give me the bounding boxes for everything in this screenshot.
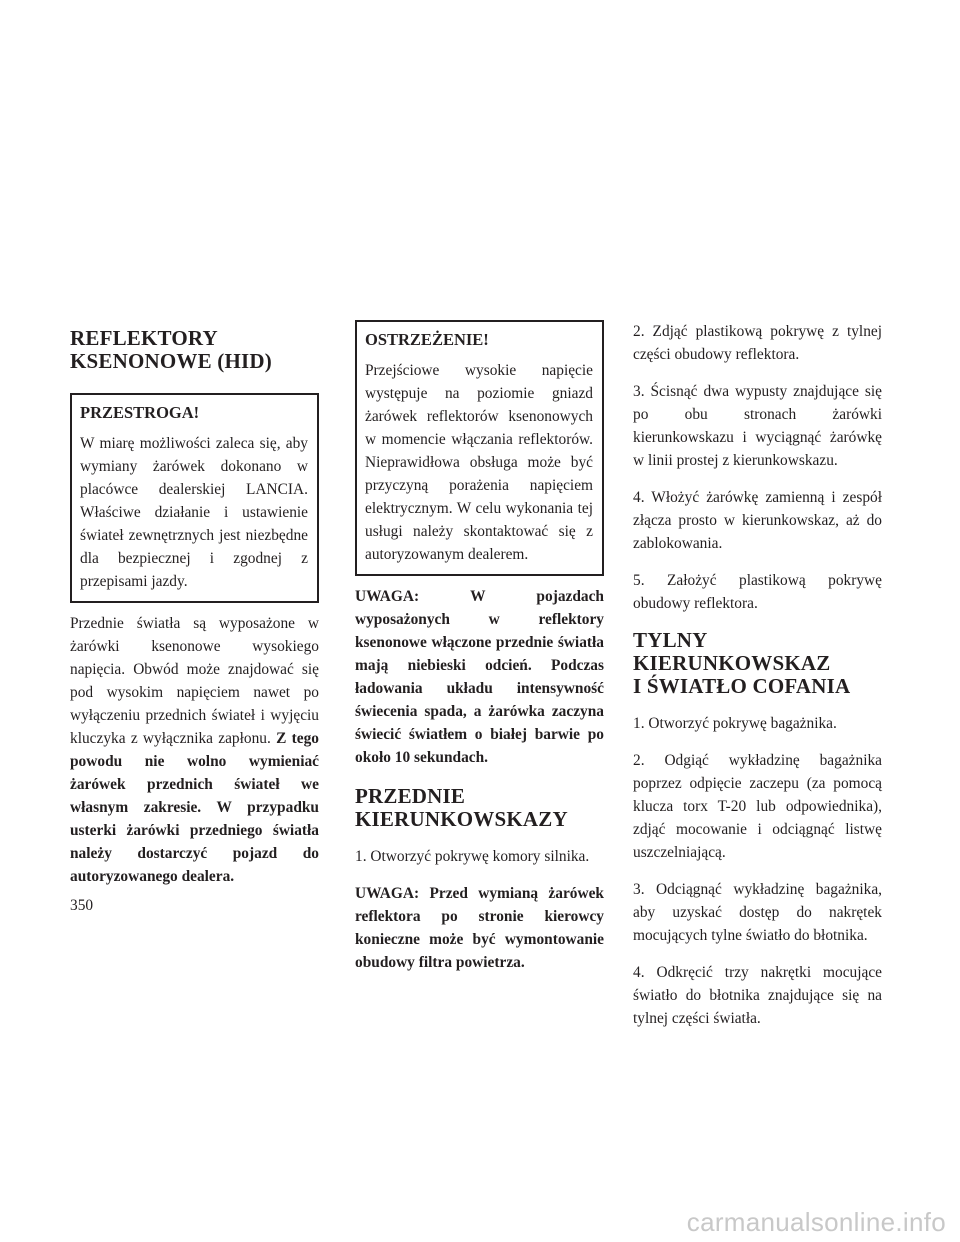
- section-heading-rear-indicator: [633, 629, 882, 698]
- heading-line: I ŚWIATŁO COFANIA: [633, 674, 851, 698]
- caution-title: PRZESTROGA!: [80, 403, 200, 422]
- body-paragraph: [70, 612, 319, 888]
- body-bold-text: Z tego powodu nie wolno wymieniać żarówek przednich świateł we własnym zakresie. W przypadku usterki żarówki przedniego światła należy dostarczyć pojazd do autoryzowanego dealera.: [70, 730, 319, 885]
- heading-line: REFLEKTORY: [70, 326, 218, 350]
- step-paragraph: 3. Ścisnąć dwa wypusty znajdujące się po obu stronach żarówki kierunkowskazu i wyciągnąć żarówkę w linii prostej z kierunkowskazu.: [633, 383, 882, 469]
- note-paragraph: UWAGA: W pojazdach wyposażonych w reflektory ksenonowe włączone przednie światła mają niebieski odcień. Podczas ładowania układu intensywność świecenia spada, a żarówka zaczyna świecić światłem o białej barwie po około 10 sekundach.: [355, 588, 604, 766]
- step-paragraph: 5. Założyć plastikową pokrywę obudowy reflektora.: [633, 572, 882, 612]
- body-text: Przednie światła są wyposażone w żarówki ksenonowe wysokiego napięcia. Obwód może znajdować się pod wysokim napięciem nawet po wyłączeniu przednich świateł i wyjęciu kluczyka z wyłącznika zapłonu.: [70, 615, 319, 747]
- step-paragraph: 2. Zdjąć plastikową pokrywę z tylnej części obudowy reflektora.: [633, 323, 882, 363]
- note-paragraph: UWAGA: Przed wymianą żarówek reflektora po stronie kierowcy konieczne może być wymontowanie obudowy filtra powietrza.: [355, 885, 604, 971]
- warning-title: OSTRZEŻENIE!: [365, 330, 489, 349]
- page-number: 350: [70, 897, 94, 914]
- heading-line: PRZEDNIE: [355, 784, 466, 808]
- middle-column: [355, 320, 604, 988]
- step-paragraph: 4. Włożyć żarówkę zamienną i zespół złącza prosto w kierunkowskaz, aż do zablokowania.: [633, 489, 882, 552]
- heading-line: TYLNY KIERUNKOWSKAZ: [633, 628, 831, 675]
- step-paragraph: 1. Otworzyć pokrywę bagażnika.: [633, 715, 837, 732]
- step-paragraph: 1. Otworzyć pokrywę komory silnika.: [355, 848, 590, 865]
- caution-box: [70, 393, 319, 603]
- warning-text: Przejściowe wysokie napięcie występuje na poziomie gniazd żarówek reflektorów ksenonowych w momencie włączania reflektorów. Nieprawidłowa obsługa może być przyczyną porażenia napięciem elektrycznym. W celu wykonania tej usługi należy skontaktować się z autoryzowanym dealerem.: [365, 362, 593, 563]
- step-paragraph: 4. Odkręcić trzy nakrętki mocujące światło do błotnika znajdujące się na tylnej części światła.: [633, 964, 882, 1027]
- step-paragraph: 2. Odgiąć wykładzinę bagażnika poprzez odpięcie zaczepu (za pomocą klucza torx T-20 lub odpowiednika), zdjąć mocowanie i odciągnąć listwę uszczelniającą.: [633, 752, 882, 861]
- watermark: carmanualsonline.info: [686, 1207, 946, 1237]
- left-column: [70, 320, 319, 902]
- heading-line: KIERUNKOWSKAZY: [355, 807, 568, 831]
- heading-line: KSENONOWE (HID): [70, 349, 272, 373]
- caution-text: W miarę możliwości zaleca się, aby wymiany żarówek dokonano w placówce dealerskiej LANCIA. Właściwe działanie i ustawienie świateł zewnętrznych jest niezbędne dla bezpiecznej i zgodnej z przepisami jazdy.: [80, 435, 308, 590]
- warning-box: [355, 320, 604, 576]
- right-column: [633, 320, 882, 1044]
- step-paragraph: 3. Odciągnąć wykładzinę bagażnika, aby uzyskać dostęp do nakrętek mocujących tylne światło do błotnika.: [633, 881, 882, 944]
- section-heading-xenon: [70, 327, 319, 373]
- section-heading-front-indicators: [355, 785, 604, 831]
